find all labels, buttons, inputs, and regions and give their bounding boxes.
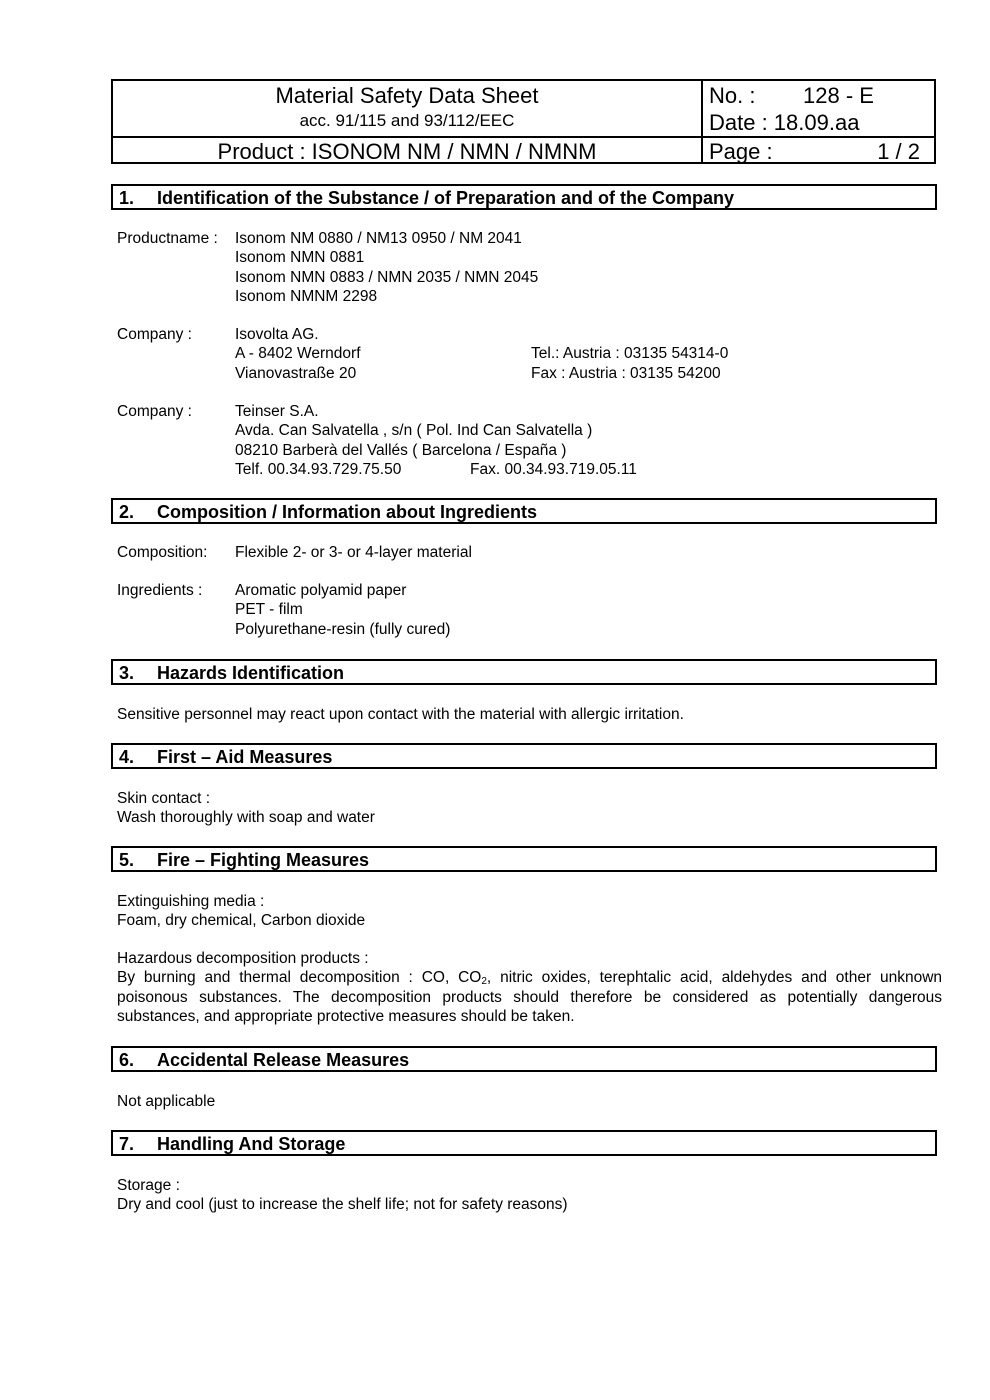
section-title: Identification of the Substance / of Preparation and of the Company (157, 188, 735, 208)
section-number: 5. (119, 850, 135, 870)
company-address: Vianovastraße 20 (235, 365, 357, 382)
page-number: 1 / 2 (877, 139, 920, 164)
skin-contact-label: Skin contact : (117, 790, 211, 807)
section-title: Hazards Identification (157, 663, 345, 683)
document-subtitle: acc. 91/115 and 93/112/EEC (299, 111, 515, 130)
section-title: Handling And Storage (157, 1134, 346, 1154)
extinguishing-media-label: Extinguishing media : (117, 893, 265, 910)
document-date: Date : 18.09.aa (709, 110, 860, 135)
section-title: Composition / Information about Ingredients (157, 502, 537, 522)
skin-contact-text: Wash thoroughly with soap and water (117, 809, 375, 826)
company-label: Company : (117, 403, 192, 420)
number-label: No. : (709, 83, 756, 108)
section-number: 3. (119, 663, 135, 683)
productname-label: Productname : (117, 230, 218, 247)
release-measures-text: Not applicable (117, 1093, 216, 1110)
company-fax: Fax : Austria : 03135 54200 (531, 365, 721, 382)
company-phone: Tel.: Austria : 03135 54314-0 (531, 345, 729, 362)
extinguishing-media-text: Foam, dry chemical, Carbon dioxide (117, 912, 366, 929)
product-line: Isonom NMNM 2298 (235, 288, 378, 305)
co2-subscript: 2 (481, 976, 487, 987)
hazards-text: Sensitive personnel may react upon contact with the material with allergic irritation. (117, 706, 684, 723)
company-phone: Telf. 00.34.93.729.75.50 (235, 461, 402, 478)
company-fax: Fax. 00.34.93.719.05.11 (470, 461, 637, 478)
section-number: 2. (119, 502, 135, 522)
ingredient-item: Polyurethane-resin (fully cured) (235, 621, 451, 638)
header-table (111, 79, 936, 164)
product-name: Product : ISONOM NM / NMN / NMNM (217, 139, 597, 164)
number-value: 128 - E (803, 83, 874, 108)
product-line: Isonom NMN 0883 / NMN 2035 / NMN 2045 (235, 269, 539, 286)
ingredient-item: Aromatic polyamid paper (235, 582, 407, 599)
decomposition-label: Hazardous decomposition products : (117, 950, 369, 967)
section-title: Accidental Release Measures (157, 1050, 410, 1070)
ingredient-item: PET - film (235, 601, 303, 618)
company-name: Teinser S.A. (235, 403, 319, 420)
section-5-header (111, 846, 937, 872)
product-line: Isonom NM 0880 / NM13 0950 / NM 2041 (235, 230, 522, 247)
company-label: Company : (117, 326, 192, 343)
section-title: First – Aid Measures (157, 747, 333, 767)
storage-label: Storage : (117, 1177, 180, 1194)
section-number: 7. (119, 1134, 135, 1154)
company-address: A - 8402 Werndorf (235, 345, 361, 362)
decomposition-text-start: By burning and thermal decomposition : CO, CO (117, 969, 482, 986)
company-name: Isovolta AG. (235, 326, 319, 343)
decomposition-text-end: , nitric oxides, terephtalic acid, aldehydes and other unknown poisonous substances. The decomposition products should therefore be considered as potentially dangerous substances, and appropriate protective measures should be taken. (117, 969, 943, 1025)
document-title: Material Safety Data Sheet (275, 83, 539, 108)
decomposition-text (117, 968, 942, 1027)
section-1-header (111, 184, 937, 210)
section-number: 6. (119, 1050, 135, 1070)
company-address: 08210 Barberà del Vallés ( Barcelona / España ) (235, 442, 567, 459)
section-7-header (111, 1130, 937, 1156)
section-number: 4. (119, 747, 135, 767)
ingredients-label: Ingredients : (117, 582, 203, 599)
section-4-header (111, 743, 937, 769)
product-line: Isonom NMN 0881 (235, 249, 365, 266)
storage-text: Dry and cool (just to increase the shelf life; not for safety reasons) (117, 1196, 568, 1213)
section-3-header (111, 659, 937, 685)
section-6-header (111, 1046, 937, 1072)
company-address: Avda. Can Salvatella , s/n ( Pol. Ind Can Salvatella ) (235, 422, 593, 439)
composition-value: Flexible 2- or 3- or 4-layer material (235, 544, 472, 561)
header-divider-vertical (701, 81, 703, 162)
section-number: 1. (119, 188, 135, 208)
section-title: Fire – Fighting Measures (157, 850, 370, 870)
section-2-header (111, 498, 937, 524)
page-label: Page : (709, 139, 773, 164)
composition-label: Composition: (117, 544, 208, 561)
header-divider-horizontal (113, 136, 934, 138)
